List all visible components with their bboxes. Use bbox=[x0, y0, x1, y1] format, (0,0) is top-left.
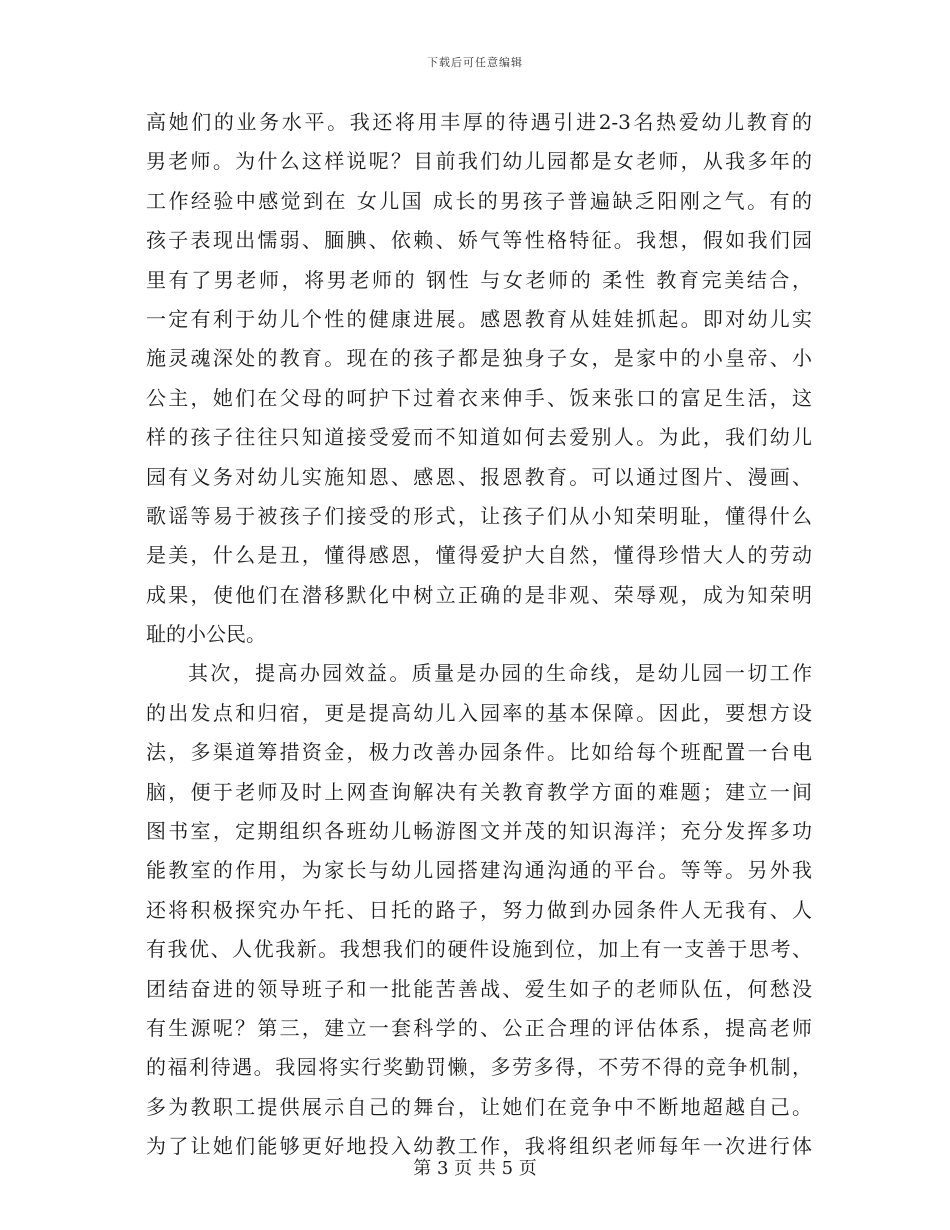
body-line: 样的孩子往往只知道接受爱而不知道如何去爱别人。为此，我们幼儿 bbox=[146, 425, 812, 450]
body-line: 高她们的业务水平。我还将用丰厚的待遇引进2-3名热爱幼儿教育的 bbox=[146, 110, 812, 134]
body-line: 能教室的作用，为家长与幼儿园搭建沟通沟通的平台。等等。另外我 bbox=[146, 858, 812, 883]
body-line: 歌谣等易于被孩子们接受的形式，让孩子们从小知荣明耻，懂得什么 bbox=[146, 503, 812, 528]
body-line: 工作经验中感觉到在 女儿国 成长的男孩子普遍缺乏阳刚之气。有的 bbox=[146, 188, 812, 213]
body-line: 脑，便于老师及时上网查询解决有关教育教学方面的难题；建立一间 bbox=[146, 779, 812, 804]
body-line: 一定有利于幼儿个性的健康进展。感恩教育从娃娃抓起。即对幼儿实 bbox=[146, 306, 812, 331]
body-line: 的福利待遇。我园将实行奖勤罚懒，多劳多得，不劳不得的竞争机制， bbox=[146, 1055, 812, 1080]
body-line: 图书室，定期组织各班幼儿畅游图文并茂的知识海洋；充分发挥多功 bbox=[146, 819, 812, 844]
body-line: 公主，她们在父母的呵护下过着衣来伸手、饭来张口的富足生活，这 bbox=[146, 385, 812, 410]
body-line: 有生源呢？第三，建立一套科学的、公正合理的评估体系，提高老师 bbox=[146, 1015, 812, 1040]
body-line: 为了让她们能够更好地投入幼教工作，我将组织老师每年一次进行体 bbox=[146, 1134, 812, 1159]
body-line: 耻的小公民。 bbox=[146, 622, 266, 647]
body-line: 成果，使他们在潜移默化中树立正确的是非观、荣辱观，成为知荣明 bbox=[146, 582, 812, 607]
body-line: 法，多渠道筹措资金，极力改善办园条件。比如给每个班配置一台电 bbox=[146, 740, 812, 765]
body-line: 团结奋进的领导班子和一批能苦善战、爱生如子的老师队伍，何愁没 bbox=[146, 976, 812, 1001]
body-line: 男老师。为什么这样说呢？目前我们幼儿园都是女老师，从我多年的 bbox=[146, 149, 812, 174]
body-line: 其次，提高办园效益。质量是办园的生命线，是幼儿园一切工作 bbox=[188, 661, 812, 686]
body-line: 园有义务对幼儿实施知恩、感恩、报恩教育。可以通过图片、漫画、 bbox=[146, 464, 812, 489]
page-number: 第 3 页 共 5 页 bbox=[413, 1158, 537, 1179]
body-line: 是美，什么是丑，懂得感恩，懂得爱护大自然，懂得珍惜大人的劳动 bbox=[146, 543, 812, 568]
body-line: 还将积极探究办午托、日托的路子，努力做到办园条件人无我有、人 bbox=[146, 897, 812, 922]
body-line: 的出发点和归宿，更是提高幼儿入园率的基本保障。因此，要想方设 bbox=[146, 700, 812, 725]
body-line: 孩子表现出懦弱、腼腆、依赖、娇气等性格特征。我想，假如我们园 bbox=[146, 228, 812, 253]
body-line: 有我优、人优我新。我想我们的硬件设施到位，加上有一支善于思考、 bbox=[146, 937, 812, 962]
body-line: 施灵魂深处的教育。现在的孩子都是独身子女，是家中的小皇帝、小 bbox=[146, 346, 812, 371]
page-header-note: 下载后可任意编辑 bbox=[427, 56, 523, 69]
body-line: 里有了男老师，将男老师的 钢性 与女老师的 柔性 教育完美结合， bbox=[146, 267, 812, 292]
document-body bbox=[146, 103, 812, 1167]
body-line: 多为教职工提供展示自己的舞台，让她们在竞争中不断地超越自己。 bbox=[146, 1094, 812, 1119]
